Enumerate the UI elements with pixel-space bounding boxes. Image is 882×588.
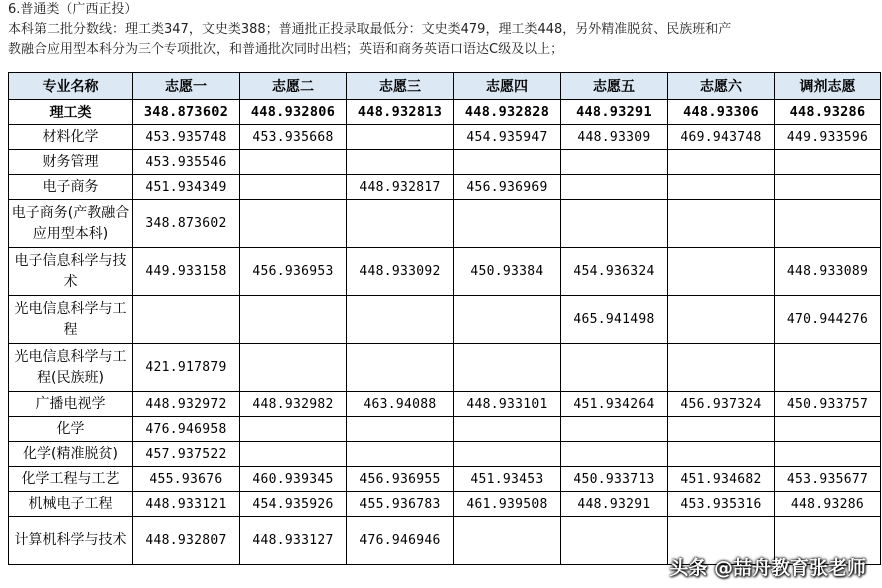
score-cell [775,442,881,467]
score-cell: 455.936783 [347,492,454,517]
score-cell [775,417,881,442]
score-cell [668,296,775,344]
total-cell: 448.93291 [561,100,668,125]
score-cell [561,175,668,200]
score-cell: 448.933092 [347,248,454,296]
score-cell: 454.935926 [240,492,347,517]
score-cell: 453.935748 [133,125,240,150]
score-cell [454,344,561,392]
score-cell: 448.932807 [133,517,240,565]
score-cell: 456.937324 [668,392,775,417]
score-cell [347,150,454,175]
score-cell: 460.939345 [240,467,347,492]
score-cell [561,150,668,175]
header-choice-5: 志愿五 [561,73,668,100]
intro-text [8,0,880,60]
table-row [9,200,881,248]
score-cell: 476.946958 [133,417,240,442]
total-cell: 448.932828 [454,100,561,125]
total-cell: 448.932806 [240,100,347,125]
header-choice-2: 志愿二 [240,73,347,100]
score-cell [347,125,454,150]
watermark [669,553,866,580]
score-cell [561,344,668,392]
score-cell: 448.93291 [561,492,668,517]
major-name: 光电信息科学与工程(民族班) [9,344,133,392]
table-row [9,125,881,150]
score-cell: 348.873602 [133,200,240,248]
score-cell: 463.94088 [347,392,454,417]
total-cell: 448.93286 [775,100,881,125]
score-cell: 470.944276 [775,296,881,344]
score-cell: 451.934682 [668,467,775,492]
major-name: 化学 [9,417,133,442]
score-cell [240,442,347,467]
score-cell: 453.935546 [133,150,240,175]
score-cell: 450.93384 [454,248,561,296]
score-cell: 448.933127 [240,517,347,565]
score-cell [668,417,775,442]
score-cell: 448.932817 [347,175,454,200]
intro-line-2: 教融合应用型本科分为三个专项批次，和普通批次同时出档；英语和商务英语口语达C级及以上； [8,42,564,57]
score-cell [347,417,454,442]
score-cell [668,442,775,467]
score-cell [240,296,347,344]
table-row [9,248,881,296]
header-choice-3: 志愿三 [347,73,454,100]
score-cell [668,344,775,392]
score-cell: 448.933101 [454,392,561,417]
score-cell: 461.939508 [454,492,561,517]
score-cell: 449.933158 [133,248,240,296]
major-name: 计算机科学与技术 [9,517,133,565]
score-cell [347,296,454,344]
score-cell: 451.934264 [561,392,668,417]
score-cell [561,517,668,565]
score-cell: 453.935668 [240,125,347,150]
score-cell [133,296,240,344]
table-row [9,442,881,467]
score-cell: 456.936969 [454,175,561,200]
score-cell: 453.935316 [668,492,775,517]
score-cell: 455.93676 [133,467,240,492]
score-cell [775,175,881,200]
score-cell [454,296,561,344]
table-row [9,344,881,392]
score-cell: 450.933757 [775,392,881,417]
header-adjust: 调剂志愿 [775,73,881,100]
table-row [9,417,881,442]
table-row [9,296,881,344]
header-choice-6: 志愿六 [668,73,775,100]
score-cell: 469.943748 [668,125,775,150]
score-cell [775,344,881,392]
major-name: 电子商务 [9,175,133,200]
score-cell: 448.933121 [133,492,240,517]
header-major: 专业名称 [9,73,133,100]
score-cell [240,175,347,200]
header-choice-4: 志愿四 [454,73,561,100]
score-cell: 448.93309 [561,125,668,150]
score-cell [240,344,347,392]
section-title: 6.普通类（广西正投） [8,2,138,17]
score-cell [347,442,454,467]
score-cell [240,200,347,248]
major-name: 广播电视学 [9,392,133,417]
score-cell: 457.937522 [133,442,240,467]
watermark-text: 头条 @喆舟教育张老师 [669,557,866,579]
score-cell [240,150,347,175]
score-cell [347,344,454,392]
score-cell: 454.935947 [454,125,561,150]
major-name: 光电信息科学与工程 [9,296,133,344]
total-row [9,100,881,125]
score-cell: 456.936955 [347,467,454,492]
score-cell [454,200,561,248]
score-cell [561,417,668,442]
major-name: 机械电子工程 [9,492,133,517]
score-cell: 449.933596 [775,125,881,150]
score-cell [454,417,561,442]
major-name: 财务管理 [9,150,133,175]
table-row [9,392,881,417]
table-row [9,467,881,492]
table-row [9,492,881,517]
score-cell: 448.93286 [775,492,881,517]
score-cell [454,517,561,565]
score-cell [775,150,881,175]
header-choice-1: 志愿一 [133,73,240,100]
score-cell: 448.932972 [133,392,240,417]
score-cell [347,200,454,248]
major-name: 化学(精准脱贫) [9,442,133,467]
score-cell [240,417,347,442]
score-cell: 451.93453 [454,467,561,492]
total-cell: 348.873602 [133,100,240,125]
score-cell: 451.934349 [133,175,240,200]
score-cell [668,150,775,175]
score-cell: 453.935677 [775,467,881,492]
score-cell: 465.941498 [561,296,668,344]
score-cell: 456.936953 [240,248,347,296]
major-name: 电子信息科学与技术 [9,248,133,296]
score-cell [775,200,881,248]
score-cell: 448.932982 [240,392,347,417]
score-cell [454,150,561,175]
total-cell: 448.932813 [347,100,454,125]
score-cell [561,200,668,248]
intro-line-1: 本科第二批分数线：理工类347，文史类388；普通批正投录取最低分：文史类479，理工类448，另外精准脱贫、民族班和产 [8,22,732,37]
table-row [9,150,881,175]
score-table [8,72,881,565]
score-cell [668,248,775,296]
major-name: 材料化学 [9,125,133,150]
table-row [9,175,881,200]
total-label: 理工类 [9,100,133,125]
score-cell [561,442,668,467]
score-cell [668,200,775,248]
score-cell [454,442,561,467]
score-cell: 448.933089 [775,248,881,296]
major-name: 化学工程与工艺 [9,467,133,492]
header-row [9,73,881,100]
major-name: 电子商务(产教融合应用型本科) [9,200,133,248]
score-cell: 421.917879 [133,344,240,392]
score-cell: 454.936324 [561,248,668,296]
score-cell: 450.933713 [561,467,668,492]
total-cell: 448.93306 [668,100,775,125]
score-cell [668,175,775,200]
score-cell: 476.946946 [347,517,454,565]
